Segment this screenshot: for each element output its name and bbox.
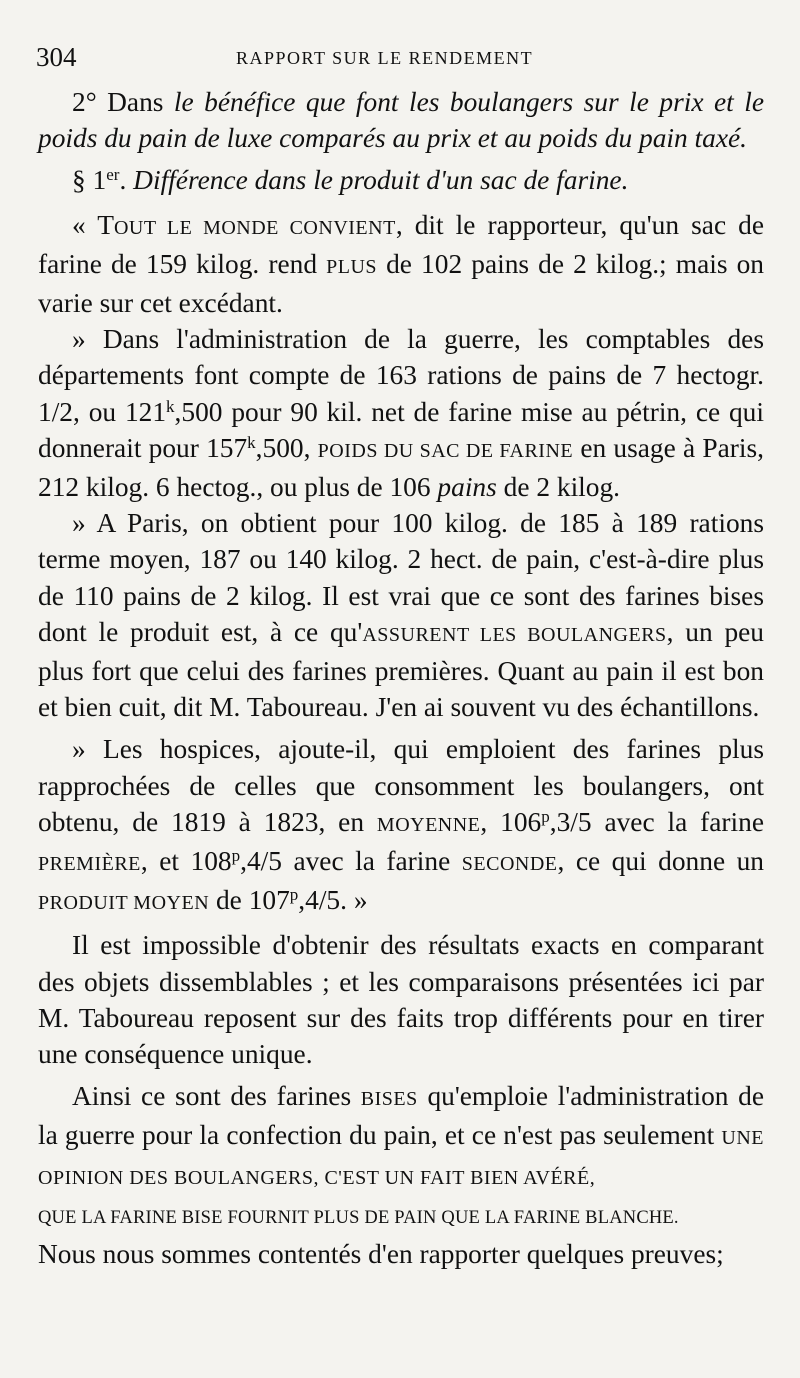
page-header (36, 42, 756, 76)
small-caps-text: SECONDE (461, 853, 558, 876)
paragraph-point-2 (38, 84, 764, 156)
text-run: . (119, 165, 134, 196)
superscript: p (289, 885, 299, 905)
text-run: » Dans l'administration de la guerre, les comptables des départements font compte de 163 rations de pains de 7 hectogr. 1/2, ou 121 (38, 324, 764, 427)
paragraph (38, 207, 764, 322)
text-run: ,500 pour 90 kil. net de farine mise au pétrin, ce qui donnerait pour 157 (38, 396, 764, 463)
section-heading (38, 162, 764, 198)
small-caps-text: PREMIÈRE (38, 853, 141, 876)
small-caps-text: OUT LE MONDE CONVIENT (113, 216, 396, 239)
text-run: Ainsi ce sont des farines (72, 1081, 361, 1112)
section-title: Différence dans le produit d'un sac de farine. (133, 165, 629, 196)
small-caps-text: QUE LA FARINE BISE FOURNIT PLUS DE PAIN QUE LA FARINE BLANCHE. (38, 1207, 679, 1228)
paragraph (38, 731, 764, 921)
superscript: k (166, 396, 175, 416)
small-caps-text: ASSURENT LES BOULANGERS (362, 623, 667, 646)
page-number: 304 (36, 42, 77, 72)
text-run: qu'emploie l'administration de la guerre pour la confection du pain, et ce n'est pas seulement (38, 1081, 765, 1151)
text-run: de 102 pains de 2 kilog.; mais on varie sur cet excédant. (38, 248, 764, 319)
text-run: Nous nous sommes contentés d'en rapporter quelques preuves; (38, 1239, 724, 1270)
text-run: de 107 (209, 885, 290, 916)
small-caps-text: PRODUIT MOYEN (38, 892, 210, 915)
paragraph: Il est impossible d'obtenir des résultats exacts en comparant des objets dissemblables ; et les comparaisons présentées ici par M. Taboureau reposent sur des faits trop différents pour en tirer une conséquence unique. (38, 930, 764, 1070)
text-run: , 106 (480, 806, 542, 837)
running-title: RAPPORT SUR LE RENDEMENT (236, 48, 534, 68)
small-caps-text: MOYENNE (376, 813, 481, 836)
section-number: § 1 (72, 165, 107, 196)
paragraph (38, 321, 764, 505)
superscript: k (247, 432, 256, 452)
text-run: ,4/5 avec la farine (240, 846, 462, 877)
text-run: de 2 kilog. (496, 472, 621, 503)
italic-text: le bénéfice que font les boulangers sur le prix et le poids du pain de luxe comparés au prix et au poids du pain taxé. (38, 87, 764, 154)
small-caps-text: POIDS DU SAC DE FARINE (317, 439, 574, 462)
text-run: ,500, (255, 432, 318, 463)
superscript: p (541, 806, 550, 826)
small-caps-text: BISES (360, 1088, 418, 1111)
text-run: 2° Dans (72, 87, 174, 117)
text-run: » A Paris, on obtient pour 100 kilog. de 185 à 189 rations terme moyen, 187 ou 140 kilog. 2 hect. de pain, c'est-à-dire plus de 110 pains de 2 kilog. Il est vrai que ce sont des farines bises dont le produit est, à ce qu' (38, 508, 764, 647)
text-run: , dit le rapporteur, qu'un sac de farine de 159 kilog. rend (38, 209, 765, 279)
paragraph (38, 1078, 764, 1272)
text-run: » Les hospices, ajoute-il, qui emploient des farines plus rapprochées de celles que consomment les boulangers, ont obtenu, de 1819 à 1823, en (38, 734, 764, 837)
text-run: , un peu plus fort que celui des farines premières. Quant au pain il est bon et bien cuit, dit M. Taboureau. J'en ai souvent vu des échantillons. (38, 616, 765, 723)
text-run: en usage à Paris, 212 kilog. 6 hectog., ou plus de 106 (38, 432, 764, 503)
small-caps-text: UNE OPINION DES BOULANGERS, C'EST UN FAIT BIEN AVÉRÉ, (38, 1127, 764, 1189)
small-caps-text: PLUS (326, 255, 378, 278)
paragraph (38, 505, 764, 725)
body-text (38, 84, 764, 1272)
superscript: er (106, 165, 120, 185)
text-run: , ce qui donne un (557, 846, 764, 877)
text-run: « T (72, 209, 114, 240)
text-run: , et 108 (140, 846, 232, 877)
italic-text: pains (437, 472, 497, 503)
text-run: ,4/5. » (298, 885, 368, 916)
text-run: ,3/5 avec la farine (549, 806, 764, 837)
superscript: p (231, 846, 241, 866)
